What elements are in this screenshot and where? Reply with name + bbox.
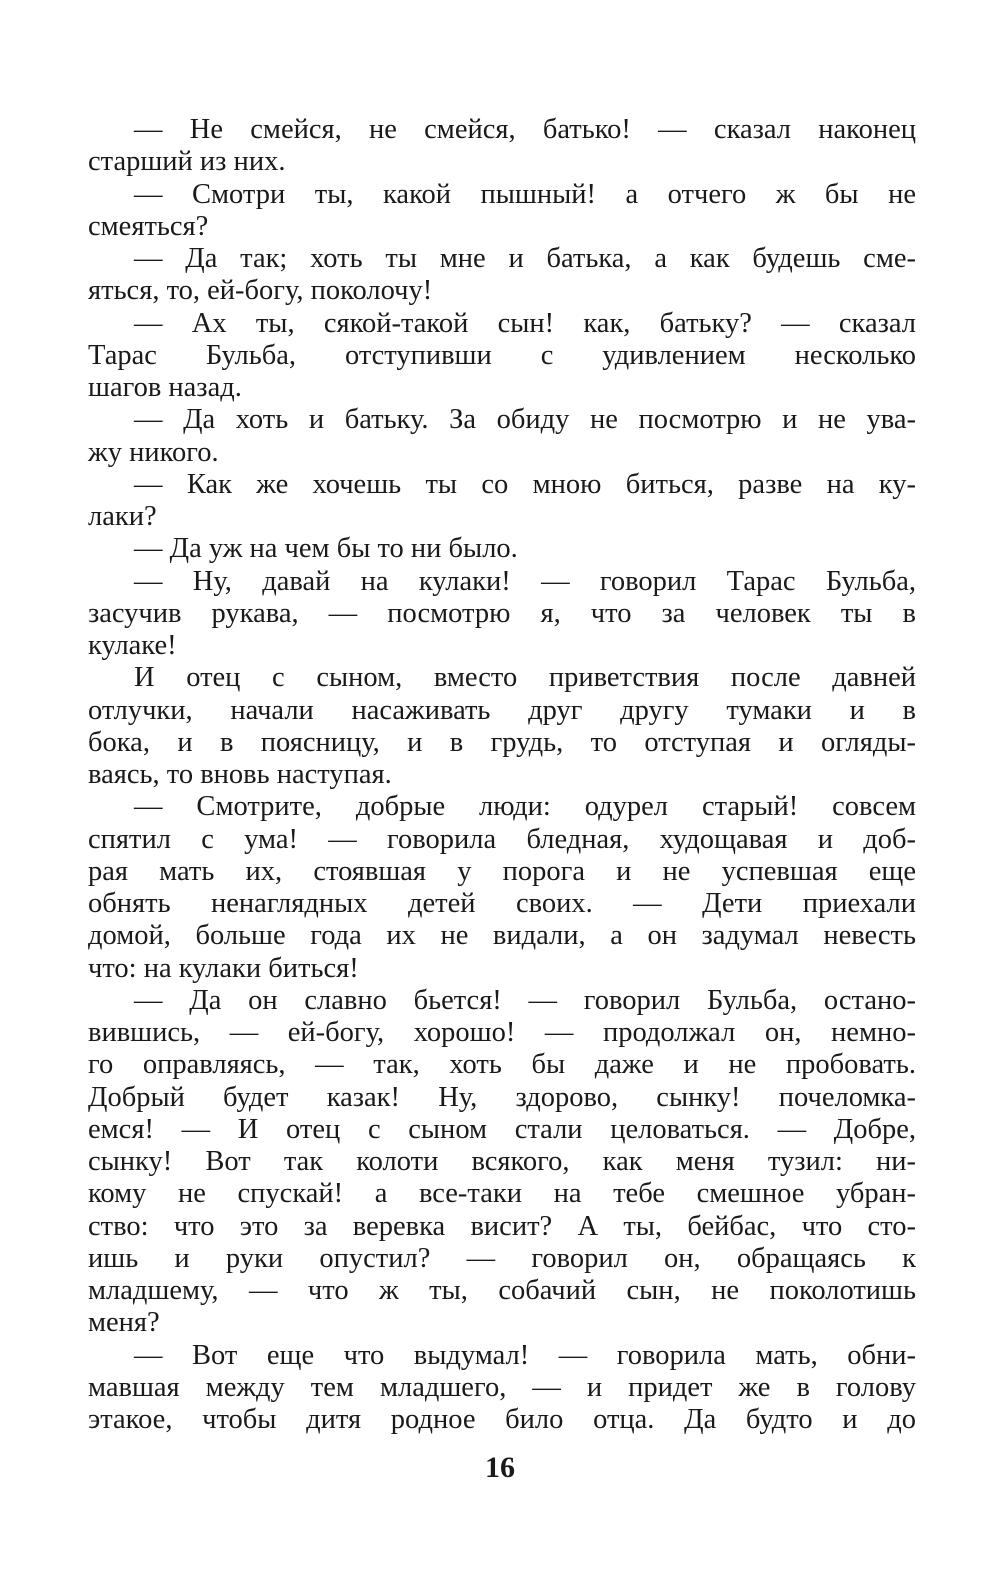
text-line: — Ну, давай на кулаки! — говорил Тарас Бульба, <box>134 565 916 597</box>
text-line: — Да хоть и батьку. За обиду не посмотрю и не ува- <box>134 404 916 436</box>
text-line: бока, и в поясницу, и в грудь, то отступая и огляды- <box>88 726 916 758</box>
text-line: засучив рукава, — посмотрю я, что за человек ты в <box>88 597 916 629</box>
text-line: Добрый будет казак! Ну, здорово, сынку! почеломка- <box>88 1081 916 1113</box>
text-line: — Смотрите, добрые люди: одурел старый! совсем <box>134 791 916 823</box>
text-line: ишь и руки опустил? — говорил он, обращаясь к <box>88 1242 916 1274</box>
text-line: яться, то, ей-богу, поколочу! <box>88 275 433 307</box>
text-line: — Как же хочешь ты со мною биться, разве на ку- <box>134 468 916 500</box>
text-line: И отец с сыном, вместо приветствия после давней <box>134 662 916 694</box>
text-line: — Вот еще что выдумал! — говорила мать, обни- <box>134 1339 916 1371</box>
text-line: домой, больше года их не видали, а он задумал невесть <box>88 920 916 952</box>
text-line: жу никого. <box>88 436 219 468</box>
text-line: рая мать их, стоявшая у порога и не успевшая еще <box>88 855 916 887</box>
text-line: вившись, — ей-богу, хорошо! — продолжал он, немно- <box>88 1017 916 1048</box>
text-line: спятил с ума! — говорила бледная, худощавая и доб- <box>88 823 916 855</box>
text-line: что: на кулаки биться! <box>88 952 359 984</box>
text-line: меня? <box>88 1307 160 1339</box>
text-line: мавшая между тем младшего, — и придет же в голову <box>88 1371 916 1403</box>
text-line: кулаке! <box>88 630 177 661</box>
text-line: го оправляясь, — так, хоть бы даже и не пробовать. <box>88 1049 916 1081</box>
text-line: смеяться? <box>88 210 209 242</box>
text-line: — Не смейся, не смейся, батько! — сказал наконец <box>134 114 916 145</box>
text-line: этакое, чтобы дитя родное било отца. Да будто и до <box>88 1404 916 1435</box>
text-line: шагов назад. <box>88 372 242 403</box>
text-line: отлучки, начали насаживать друг другу тумаки и в <box>88 694 916 726</box>
text-line: младшему, — что ж ты, собачий сын, не поколотишь <box>88 1275 916 1306</box>
text-line: сынку! Вот так колоти всякого, как меня тузил: ни- <box>88 1146 916 1177</box>
page-text <box>88 114 916 1436</box>
text-line: ваясь, то вновь наступая. <box>88 759 392 790</box>
text-line: Тарас Бульба, отступивши с удивлением несколько <box>88 339 916 371</box>
text-line: ство: что это за веревка висит? А ты, бейбас, что сто- <box>88 1210 916 1242</box>
text-line: старший из них. <box>88 146 286 178</box>
text-line: кому не спускай! а все-таки на тебе смешное убран- <box>88 1178 916 1210</box>
text-line: лаки? <box>88 501 157 532</box>
text-line: — Да уж на чем бы то ни было. <box>134 533 518 565</box>
text-line: — Да он славно бьется! — говорил Бульба, остано- <box>134 984 916 1016</box>
text-line: обнять ненаглядных детей своих. — Дети приехали <box>88 888 916 919</box>
text-line: — Смотри ты, какой пышный! а отчего ж бы не <box>134 178 916 210</box>
text-line: — Ах ты, сякой-такой сын! как, батьку? — сказал <box>134 307 916 339</box>
text-line: емся! — И отец с сыном стали целоваться. — Добре, <box>88 1113 916 1145</box>
text-line: — Да так; хоть ты мне и батька, а как будешь сме- <box>134 243 916 274</box>
page-number: 16 <box>485 1451 515 1484</box>
